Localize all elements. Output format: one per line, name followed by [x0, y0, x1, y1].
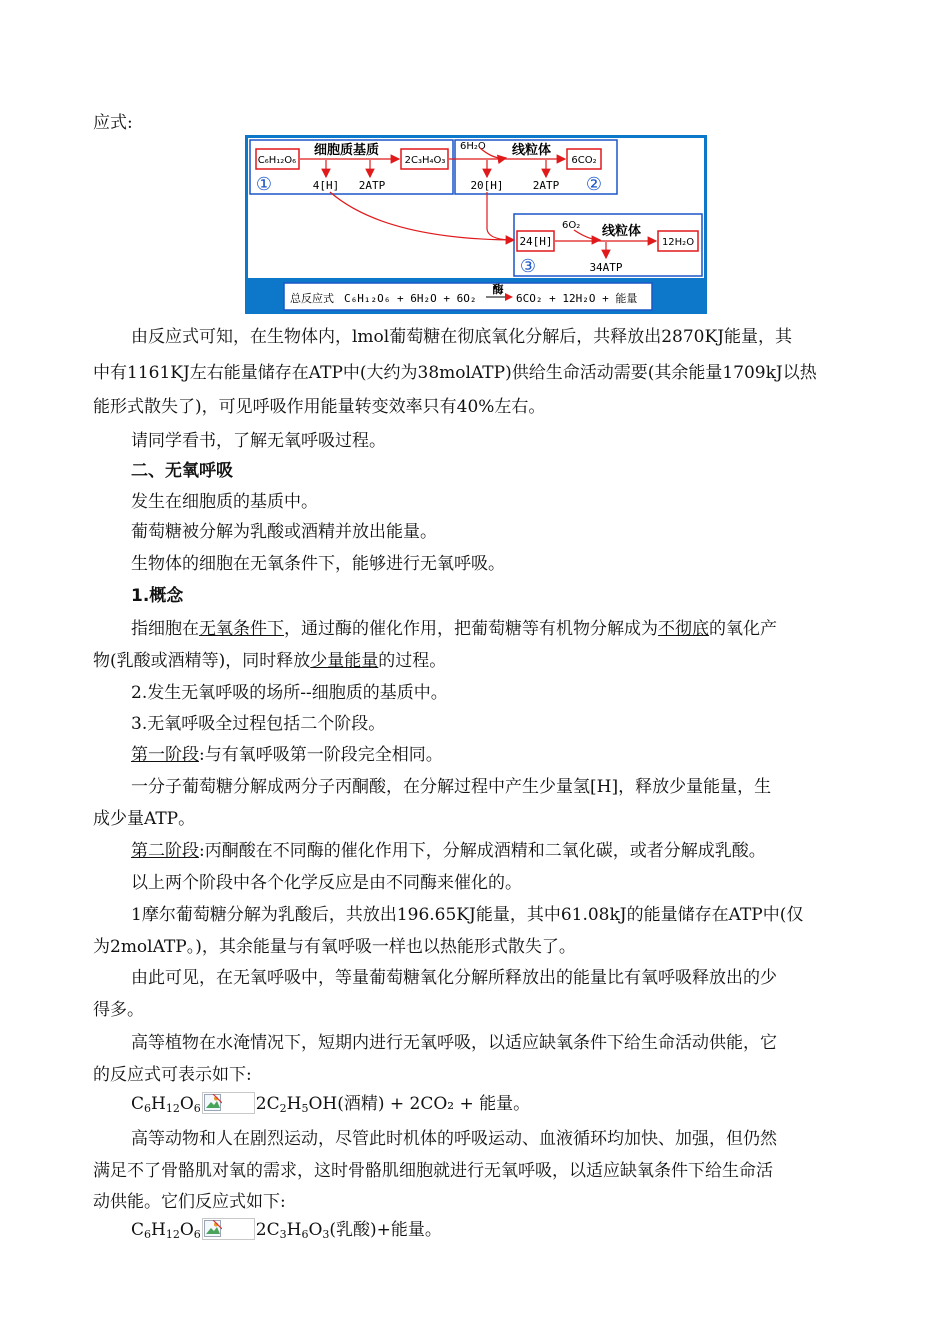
water-out-label: 12H₂O: [661, 237, 695, 248]
total-label: 总反应式: [290, 292, 334, 305]
paragraph: 以上两个阶段中各个化学反应是由不同酶来催化的。: [131, 873, 522, 893]
paragraph: 的反应式可表示如下:: [93, 1065, 252, 1085]
stage2-h: 20[H]: [470, 179, 504, 192]
paragraph: 生物体的细胞在无氧条件下，能够进行无氧呼吸。: [131, 554, 505, 574]
subsection-heading: 1.概念: [131, 586, 184, 606]
paragraph: 得多。: [93, 1000, 144, 1020]
paragraph: 1摩尔葡萄糖分解为乳酸后，共放出196.65KJ能量，其中61.08kJ的能量储存在ATP中(仅: [131, 905, 804, 925]
underlined-term: 少量能量: [310, 651, 379, 671]
o2-in-label: 6O₂: [562, 220, 581, 231]
underlined-term: 无氧条件下: [199, 619, 284, 639]
underlined-term: 第二阶段: [131, 841, 199, 861]
stage3-number: ③: [519, 256, 537, 277]
glucose-label: C₆H₁₂O₆: [257, 155, 297, 166]
stage1-number: ①: [255, 174, 273, 195]
paragraph: 第一阶段:与有氧呼吸第一阶段完全相同。: [131, 745, 443, 765]
paragraph: 2.发生无氧呼吸的场所--细胞质的基质中。: [131, 683, 448, 703]
broken-image-icon: [202, 1092, 255, 1114]
enzyme-label: 酶: [492, 283, 504, 296]
stage2-atp: 2ATP: [532, 179, 560, 192]
paragraph: 成少量ATP。: [93, 809, 196, 829]
paragraph: 发生在细胞质的基质中。: [131, 492, 318, 512]
paragraph: 一分子葡萄糖分解成两分子丙酮酸，在分解过程中产生少量氢[H]，释放少量能量，生: [131, 777, 772, 797]
total-rhs: 6CO₂ + 12H₂O + 能量: [516, 292, 638, 305]
stage3-h: 24[H]: [519, 235, 553, 248]
water-in-label: 6H₂O: [460, 141, 486, 152]
total-lhs: C₆H₁₂O₆ + 6H₂O + 6O₂: [344, 292, 477, 305]
heading-label: 应式:: [93, 113, 133, 133]
respiration-diagram: [244, 134, 708, 315]
paragraph: 物(乳酸或酒精等)，同时释放少量能量的过程。: [93, 651, 447, 671]
stage1-h: 4[H]: [312, 179, 340, 192]
paragraph: 高等植物在水淹情况下，短期内进行无氧呼吸，以适应缺氧条件下给生命活动供能，它: [131, 1033, 777, 1053]
broken-image-icon: [202, 1218, 255, 1240]
stage1-atp: 2ATP: [358, 179, 386, 192]
paragraph: 中有1161KJ左右能量储存在ATP中(大约为38molATP)供给生命活动需要(其余能量1709kJ以热: [93, 363, 817, 383]
co2-label: 6CO₂: [571, 155, 597, 166]
underlined-term: 不彻底: [658, 619, 709, 639]
equation-lactic-acid: $C_6H_{12}O_6$ $2C_3H_6O_3$(乳酸)+能量。: [131, 1220, 442, 1241]
paragraph: 指细胞在无氧条件下，通过酶的催化作用，把葡萄糖等有机物分解成为不彻底的氧化产: [131, 619, 777, 639]
paragraph: 动供能。它们反应式如下:: [93, 1192, 286, 1212]
stage3-label: 线粒体: [602, 224, 642, 239]
paragraph: 由此可见，在无氧呼吸中，等量葡萄糖氧化分解所释放出的能量比有氧呼吸释放出的少: [131, 968, 777, 988]
stage2-label: 线粒体: [512, 143, 552, 158]
paragraph: 3.无氧呼吸全过程包括二个阶段。: [131, 714, 386, 734]
pyruvate-label: 2C₃H₄O₃: [404, 155, 446, 166]
underlined-term: 第一阶段: [131, 745, 199, 765]
paragraph: 能形式散失了)，可见呼吸作用能量转变效率只有40%左右。: [93, 397, 546, 417]
paragraph: 高等动物和人在剧烈运动，尽管此时机体的呼吸运动、血液循环均加快、加强，但仍然: [131, 1129, 777, 1149]
stage1-label: 细胞质基质: [314, 143, 380, 158]
section-heading: 二、无氧呼吸: [131, 461, 233, 481]
stage3-atp: 34ATP: [589, 261, 623, 274]
stage2-number: ②: [585, 174, 603, 195]
paragraph: 第二阶段:丙酮酸在不同酶的催化作用下，分解成酒精和二氧化碳，或者分解成乳酸。: [131, 841, 766, 861]
equation-alcohol: $C_6H_{12}O_6$ $2C_2H_5OH$(酒精) + 2CO₂ + 能量。: [131, 1094, 531, 1115]
paragraph: 满足不了骨骼肌对氧的需求，这时骨骼肌细胞就进行无氧呼吸，以适应缺氧条件下给生命活: [93, 1161, 773, 1181]
paragraph: 由反应式可知，在生物体内，lmol葡萄糖在彻底氧化分解后，共释放出2870KJ能量，其: [131, 327, 793, 347]
paragraph: 葡萄糖被分解为乳酸或酒精并放出能量。: [131, 522, 437, 542]
paragraph: 为2molATP。)，其余能量与有氧呼吸一样也以热能形式散失了。: [93, 937, 576, 957]
paragraph: 请同学看书，了解无氧呼吸过程。: [131, 431, 386, 451]
